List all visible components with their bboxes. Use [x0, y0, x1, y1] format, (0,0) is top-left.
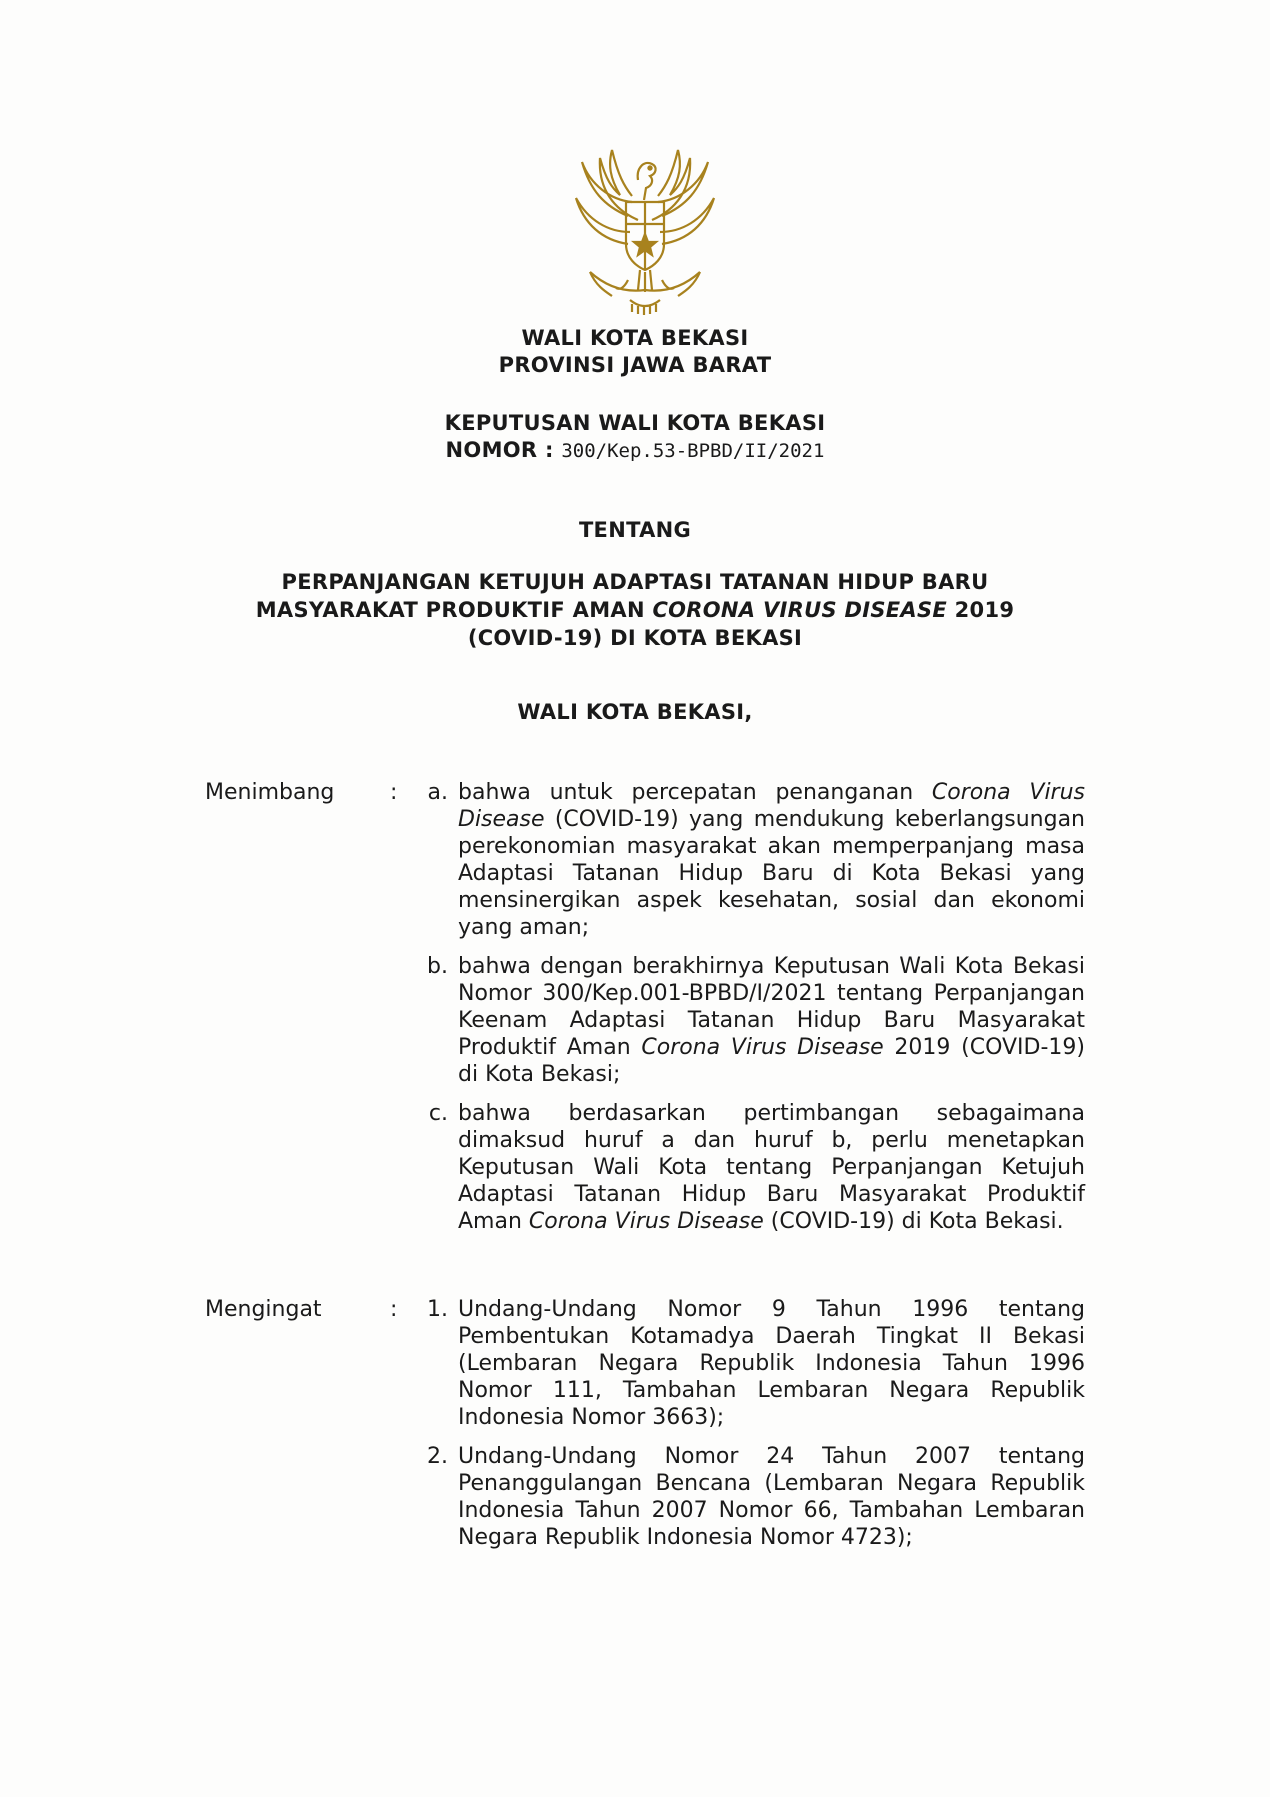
menimbang-item-b-italic: Corona Virus Disease [641, 1035, 884, 1060]
menimbang-marker-a: a. [427, 780, 448, 805]
decree-number-label: NOMOR [445, 438, 538, 462]
decree-subject [0, 568, 1270, 652]
subject-line-2 [0, 596, 1270, 624]
subject-line-2-b: 2019 [947, 598, 1015, 622]
mengingat-item-1: Undang-Undang Nomor 9 Tahun 1996 tentang Pembentukan Kotamadya Daerah Tingkat II Bekasi (Lembaran Negara Republik Indonesia Tahun 1996 Nomor 111, Tambahan Lembaran Negara Republik Indonesia Nomor 3663); [458, 1297, 1085, 1430]
issuer-header [0, 325, 1270, 379]
menimbang-item-a-italic-1: Corona Virus [931, 780, 1086, 805]
mengingat-item-2: Undang-Undang Nomor 24 Tahun 2007 tentang Penanggulangan Bencana (Lembaran Negara Republik Indonesia Tahun 2007 Nomor 66, Tambahan Lembaran Negara Republik Indonesia Nomor 4723); [458, 1444, 1085, 1550]
issuer-title: WALI KOTA BEKASI, [517, 700, 753, 724]
menimbang-item-a-text-2: (COVID-19) yang mendukung keberlangsungan perekonomian masyarakat akan memperpanjang masa Adaptasi Tatanan Hidup Baru di Kota Bekasi yang mensinergikan aspek kesehatan, sosial dan ekonomi yang aman; [458, 807, 1085, 940]
menimbang-label: Menimbang [205, 780, 335, 805]
menimbang-marker-b: b. [427, 954, 448, 979]
decree-header [0, 410, 1270, 465]
menimbang-item-c [458, 1100, 1085, 1235]
mengingat-marker-1: 1. [427, 1297, 448, 1322]
mengingat-label: Mengingat [205, 1297, 322, 1322]
subject-line-3: (COVID-19) DI KOTA BEKASI [467, 626, 803, 650]
decree-title: KEPUTUSAN WALI KOTA BEKASI [444, 411, 826, 435]
mengingat-colon: : [390, 1297, 398, 1322]
header-line-1: WALI KOTA BEKASI [521, 326, 749, 350]
menimbang-marker-c: c. [428, 1101, 448, 1126]
subject-line-2-a: MASYARAKAT PRODUKTIF AMAN [255, 598, 653, 622]
mengingat-marker-2: 2. [427, 1444, 448, 1469]
decree-number [0, 437, 1270, 465]
menimbang-colon: : [390, 780, 398, 805]
decree-number-separator: : [537, 438, 562, 462]
header-line-2: PROVINSI JAWA BARAT [498, 353, 772, 377]
tentang-heading: TENTANG [578, 518, 692, 542]
decree-number-value: 300/Kep.53-BPBD/II/2021 [561, 440, 825, 462]
menimbang-item-b [458, 953, 1085, 1088]
menimbang-item-a-text-1: bahwa untuk percepatan penanganan [458, 780, 932, 805]
menimbang-item-a [458, 779, 1085, 941]
menimbang-item-a-italic-2: Disease [458, 807, 545, 832]
garuda-pancasila-emblem-icon [560, 140, 730, 320]
menimbang-item-c-text-1: bahwa berdasarkan pertimbangan sebagaimana dimaksud huruf a dan huruf b, perlu menetapkan Keputusan Wali Kota tentang Perpanjangan Ketujuh Adaptasi Tatanan Hidup Baru Masyarakat Produktif Aman [458, 1101, 1085, 1234]
subject-line-1: PERPANJANGAN KETUJUH ADAPTASI TATANAN HIDUP BARU [281, 570, 989, 594]
subject-line-2-italic: CORONA VIRUS DISEASE [652, 598, 948, 622]
menimbang-item-c-text-2: (COVID-19) di Kota Bekasi. [763, 1209, 1064, 1234]
menimbang-item-c-italic: Corona Virus Disease [528, 1209, 764, 1234]
menimbang-item-b-text-2: 2019 (COVID-19) di Kota Bekasi; [458, 1035, 1085, 1087]
menimbang-item-b-text-1: bahwa dengan berakhirnya Keputusan Wali Kota Bekasi Nomor 300/Kep.001-BPBD/I/2021 tentang Perpanjangan Keenam Adaptasi Tatanan Hidup Baru Masyarakat Produktif Aman [458, 954, 1085, 1060]
